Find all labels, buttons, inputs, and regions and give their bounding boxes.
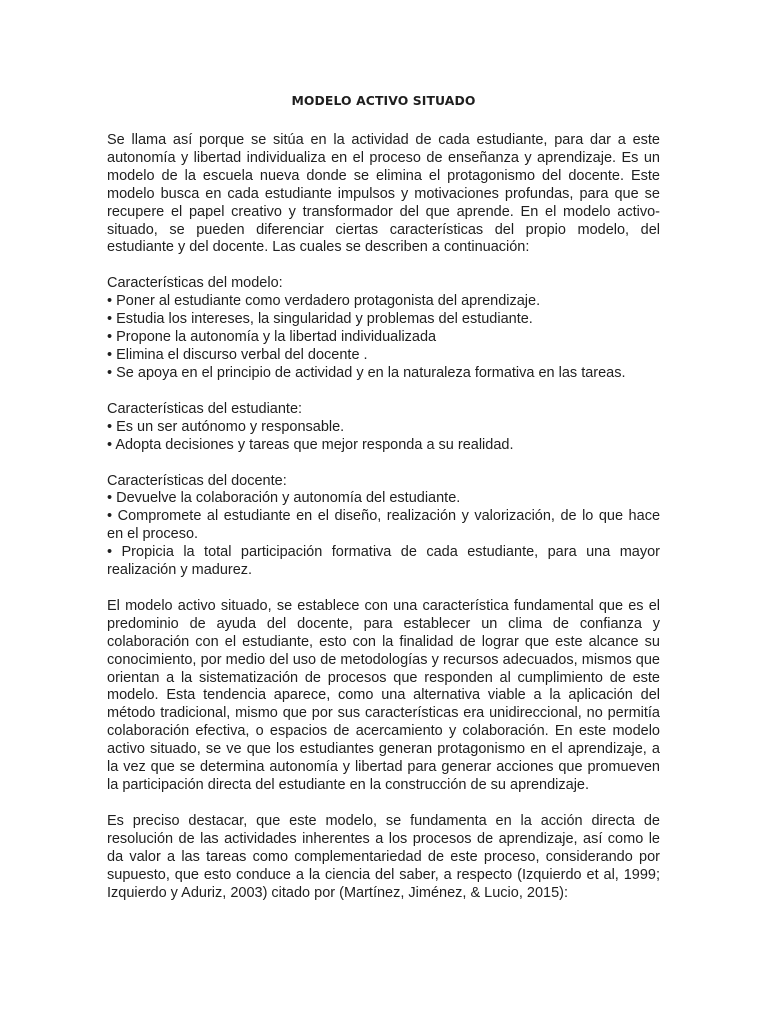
- list-item-text: Adopta decisiones y tareas que mejor responda a su realidad.: [115, 436, 514, 453]
- body-paragraph: El modelo activo situado, se establece con una característica fundamental que es el predominio de ayuda del docente, para establecer un clima de confianza y colaboración con el estudiante, esto con la finalidad de lograr que este alcance su conocimiento, por medio del uso de metodologías y recursos adecuados, mismos que orientan a la sistematización de procesos que responden al cumplimiento de este modelo. Esta tendencia aparece, como una alternativa viable a la aplicación del método tradicional, mismo que por sus características era unidireccional, no permitía colaboración efectiva, o espacios de acercamiento y colaboración. En este modelo activo situado, se ve que los estudiantes generan protagonismo en el aprendizaje, a la vez que se determina autonomía y libertad para generar acciones que promueven la participación directa del estudiante en la construcción de su aprendizaje.: [107, 597, 660, 793]
- list-item-text: Estudia los intereses, la singularidad y problemas del estudiante.: [116, 311, 533, 328]
- list-item-text: Se apoya en el principio de actividad y en la naturaleza formativa en las tareas.: [116, 364, 626, 381]
- bullet-icon: •: [107, 508, 113, 525]
- bullet-icon: •: [107, 329, 113, 346]
- bullet-icon: •: [107, 364, 113, 381]
- bullet-icon: •: [107, 490, 113, 507]
- list-item-text: Propicia la total participación formativa de cada estudiante, para una mayor realización y madurez.: [107, 544, 660, 579]
- bullet-icon: •: [107, 346, 113, 363]
- section-teacher: [107, 473, 660, 580]
- list-item: [107, 544, 660, 580]
- bullet-icon: •: [107, 311, 113, 328]
- list-item: [107, 419, 660, 437]
- bullet-list: [107, 419, 660, 455]
- section-model: [107, 275, 660, 382]
- list-item: [107, 329, 660, 347]
- spacer: [107, 383, 660, 401]
- spacer: [107, 795, 660, 813]
- bullet-icon: •: [107, 436, 113, 453]
- section-heading: Características del modelo:: [107, 275, 283, 292]
- section-student: [107, 401, 660, 455]
- document-page: [107, 92, 660, 902]
- bullet-icon: •: [107, 418, 113, 435]
- spacer: [107, 257, 660, 275]
- bullet-list: [107, 490, 660, 580]
- section-heading: Características del estudiante:: [107, 400, 303, 417]
- document-title: MODELO ACTIVO SITUADO: [291, 93, 476, 108]
- list-item: [107, 365, 660, 383]
- list-item-text: Devuelve la colaboración y autonomía del estudiante.: [116, 490, 461, 507]
- list-item-text: Compromete al estudiante en el diseño, realización y valorización, de lo que hace en el proceso.: [107, 508, 661, 543]
- list-item-text: Poner al estudiante como verdadero protagonista del aprendizaje.: [116, 293, 541, 310]
- section-heading: Características del docente:: [107, 472, 287, 489]
- list-item: [107, 347, 660, 365]
- list-item-text: Es un ser autónomo y responsable.: [116, 418, 345, 435]
- list-item: [107, 311, 660, 329]
- bullet-icon: •: [107, 544, 113, 561]
- list-item: [107, 437, 660, 455]
- list-item: [107, 508, 660, 544]
- list-item-text: Elimina el discurso verbal del docente .: [116, 346, 368, 363]
- bullet-list: [107, 293, 660, 383]
- bullet-icon: •: [107, 293, 113, 310]
- body-paragraph: Es preciso destacar, que este modelo, se fundamenta en la acción directa de resolución de las actividades inherentes a los procesos de aprendizaje, así como le da valor a las tareas como complementariedad de este proceso, considerando por supuesto, que esto conduce a la ciencia del saber, a respecto (Izquierdo et al, 1999; Izquierdo y Aduriz, 2003) citado por (Martínez, Jiménez, & Lucio, 2015):: [107, 812, 660, 901]
- list-item-text: Propone la autonomía y la libertad individualizada: [116, 329, 437, 346]
- list-item: [107, 293, 660, 311]
- list-item: [107, 490, 660, 508]
- spacer: [107, 580, 660, 598]
- spacer: [107, 455, 660, 473]
- intro-paragraph: Se llama así porque se sitúa en la actividad de cada estudiante, para dar a este autonomía y libertad individualiza en el proceso de enseñanza y aprendizaje. Es un modelo de la escuela nueva donde se elimina el protagonismo del docente. Este modelo busca en cada estudiante impulsos y motivaciones profundas, para que se recupere el papel creativo y transformador del que aprende. En el modelo activo-situado, se pueden diferenciar ciertas características del propio modelo, del estudiante y del docente. Las cuales se describen a continuación:: [107, 132, 660, 256]
